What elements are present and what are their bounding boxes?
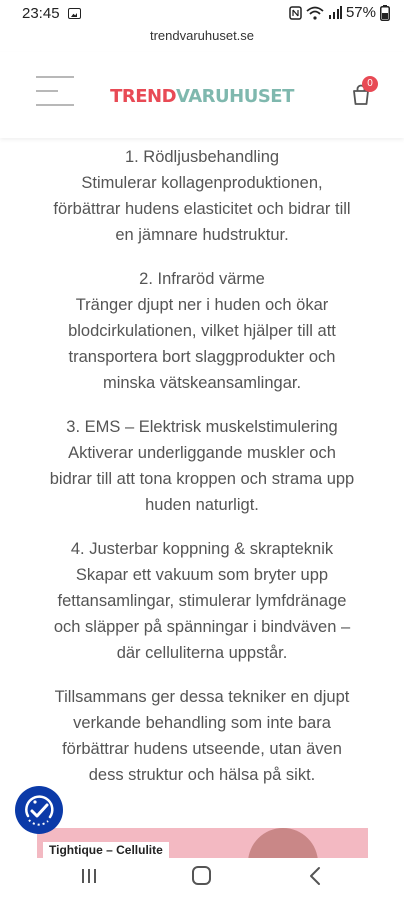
summary <box>22 684 382 788</box>
section-line: blodcirkulationen, vilket hjälper till att <box>68 322 336 340</box>
section-title: 4. Justerbar koppning & skrapteknik <box>70 540 334 558</box>
site-header <box>0 52 404 138</box>
product-photo-shape <box>248 828 318 858</box>
battery-percent: 57% <box>345 4 376 21</box>
section-2 <box>22 266 382 396</box>
section-line: fettansamlingar, stimulerar lymfdränage <box>57 592 347 610</box>
section-line: minska vätskeansamlingar. <box>102 374 302 392</box>
accessibility-button[interactable] <box>15 786 63 834</box>
section-1 <box>22 144 382 248</box>
section-line: Tränger djupt ner i huden och ökar <box>75 296 329 314</box>
section-line: och släpper på spänningar i bindväven – <box>53 618 351 636</box>
status-bar <box>0 0 404 28</box>
summary-line: förbättrar hudens utseende, utan även <box>62 740 342 758</box>
cart-count-badge: 0 <box>362 76 378 92</box>
product-image-label: Tightique – Cellulite <box>43 842 169 858</box>
back-icon[interactable] <box>306 865 326 887</box>
section-line: en jämnare hudstruktur. <box>115 226 289 244</box>
section-title: 3. EMS – Elektrisk muskelstimulering <box>66 418 338 436</box>
section-3 <box>22 414 382 518</box>
section-title: 1. Rödljusbehandling <box>124 148 280 166</box>
site-logo[interactable]: TRENDVARUHUSET <box>110 86 294 107</box>
system-nav-bar <box>0 858 404 900</box>
accessibility-check-icon <box>15 786 63 834</box>
url-text: trendvaruhuset.se <box>149 28 255 43</box>
signal-icon <box>328 6 342 20</box>
summary-line: Tillsammans ger dessa tekniker en djupt <box>54 688 350 706</box>
section-title: 2. Infraröd värme <box>139 270 265 288</box>
summary-line: dess struktur och hälsa på sikt. <box>88 766 316 784</box>
article-content <box>22 144 382 806</box>
home-icon[interactable] <box>192 866 211 885</box>
battery-icon <box>380 5 390 21</box>
wifi-icon <box>306 6 324 20</box>
recents-icon[interactable] <box>80 867 98 885</box>
section-line: bidrar till att tona kroppen och strama upp <box>49 470 355 488</box>
nfc-icon <box>289 6 302 20</box>
section-line: Stimulerar kollagenproduktionen, <box>81 174 323 192</box>
summary-line: verkande behandling som inte bara <box>73 714 331 732</box>
section-line: Skapar ett vakuum som bryter upp <box>75 566 329 584</box>
section-line: där celluliterna uppstår. <box>116 644 288 662</box>
status-time: 23:45 <box>22 5 60 22</box>
section-line: Aktiverar underliggande muskler och <box>68 444 336 462</box>
section-line: förbättrar hudens elasticitet och bidrar till <box>53 200 351 218</box>
status-icons <box>289 4 390 21</box>
section-4 <box>22 536 382 666</box>
section-line: transportera bort slaggprodukter och <box>68 348 336 366</box>
section-line: huden naturligt. <box>145 496 259 514</box>
product-image[interactable] <box>37 828 368 858</box>
photo-icon <box>68 8 81 19</box>
url-bar[interactable] <box>0 28 404 52</box>
